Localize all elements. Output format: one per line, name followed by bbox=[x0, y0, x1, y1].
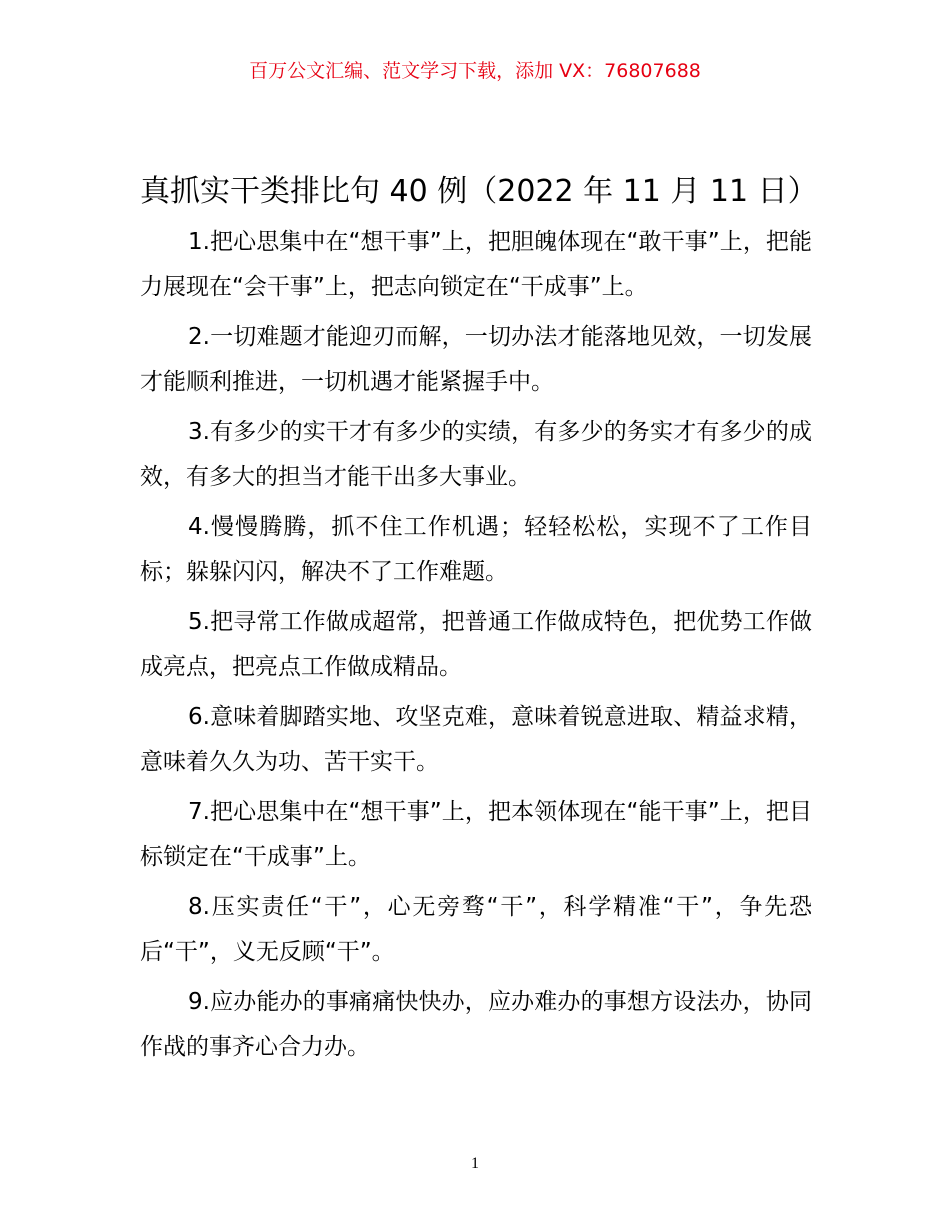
paragraph-9: 9.应办能办的事痛痛快快办，应办难办的事想方设法办，协同作战的事齐心合力办。 bbox=[140, 989, 812, 1060]
page-number: 1 bbox=[471, 1155, 479, 1172]
paragraph-8: 8.压实责任“干”，心无旁骛“干”，科学精准“干”，争先恐后“干”，义无反顾“干”。 bbox=[140, 894, 812, 965]
paragraph-7: 7.把心思集中在“想干事”上，把本领体现在“能干事”上，把目标锁定在“干成事”上。 bbox=[140, 799, 812, 870]
document-body bbox=[140, 220, 812, 1075]
paragraph-3: 3.有多少的实干才有多少的实绩，有多少的务实才有多少的成效，有多大的担当才能干出多大事业。 bbox=[140, 419, 812, 490]
document-title: 真抓实干类排比句 40 例（2022 年 11 月 11 日） bbox=[140, 174, 818, 209]
paragraph-5: 5.把寻常工作做成超常，把普通工作做成特色，把优势工作做成亮点，把亮点工作做成精品。 bbox=[140, 609, 812, 680]
paragraph-4: 4.慢慢腾腾，抓不住工作机遇；轻轻松松，实现不了工作目标；躲躲闪闪，解决不了工作难题。 bbox=[140, 514, 812, 585]
paragraph-2: 2.一切难题才能迎刃而解，一切办法才能落地见效，一切发展才能顺利推进，一切机遇才能紧握手中。 bbox=[140, 324, 812, 395]
paragraph-6: 6.意味着脚踏实地、攻坚克难，意味着锐意进取、精益求精，意味着久久为功、苦干实干。 bbox=[140, 704, 812, 775]
promo-header: 百万公文汇编、范文学习下载，添加 VX：76807688 bbox=[249, 60, 701, 82]
paragraph-1: 1.把心思集中在“想干事”上，把胆魄体现在“敢干事”上，把能力展现在“会干事”上，把志向锁定在“干成事”上。 bbox=[140, 229, 812, 300]
